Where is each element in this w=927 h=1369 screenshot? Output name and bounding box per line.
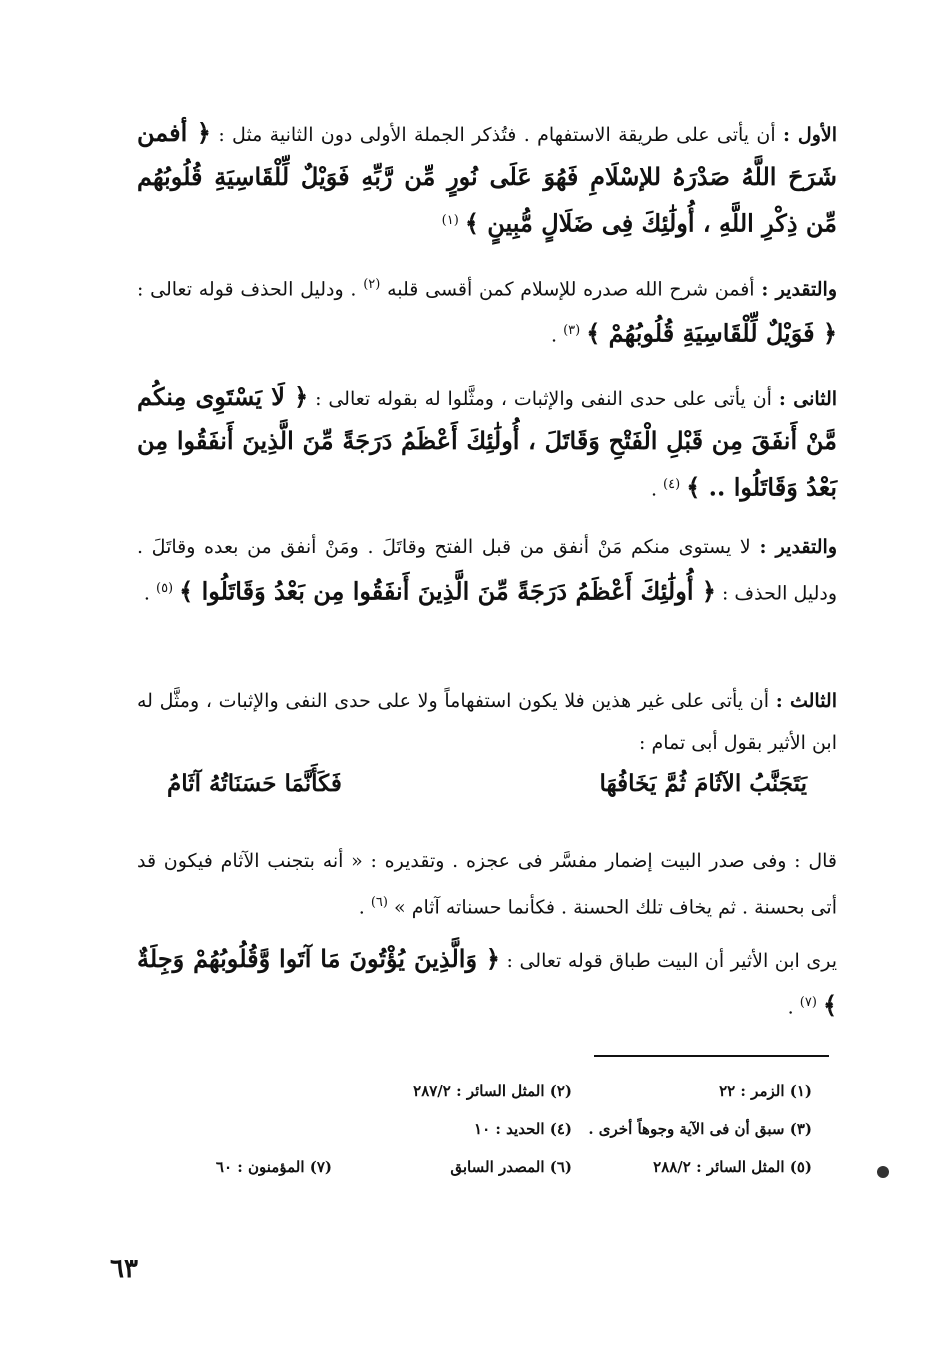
quran-quote: ﴿ وَالَّذِينَ يُؤْتُونَ مَا آتَوا وَّقُلُوبُهُمْ وَجِلَةٌ ﴾	[137, 944, 837, 1020]
paragraph-third	[137, 680, 837, 764]
paragraph-first	[137, 112, 837, 246]
paragraph-estimate	[137, 264, 837, 357]
footnote-item: (١) الزمر : ٢٢	[719, 1082, 812, 1100]
footnote-ref: (١)	[441, 213, 459, 228]
paragraph-tail: .	[143, 582, 150, 605]
footnote-ref: (٤)	[663, 477, 681, 492]
paragraph-lead: والتقدير :	[761, 278, 838, 301]
footnote-item: (٧) المؤمنون : ٦٠	[215, 1158, 332, 1176]
paragraph-text-continued: . ودليل الحذف قوله تعالى :	[137, 278, 357, 301]
footnotes-row	[112, 1148, 812, 1186]
paragraph-tail: .	[787, 996, 794, 1019]
paragraph-conclusion	[137, 938, 837, 1028]
footnote-ref: (٢)	[363, 277, 381, 292]
scan-blot	[877, 1166, 889, 1178]
paragraph-text: أن يأتى على طريقة الاستفهام . فتُذكر الجملة الأولى دون الثانية مثل :	[218, 124, 776, 146]
footnote-item: (٦) المصدر السابق	[450, 1158, 572, 1176]
footnote-ref: (٧)	[799, 995, 817, 1010]
paragraph-tail: .	[358, 896, 365, 919]
footnote-ref: (٦)	[370, 895, 388, 910]
footnote-item: (٣) سبق أن فى الآية وجوهاً أخرى .	[588, 1120, 812, 1138]
paragraph-estimate-second	[137, 526, 837, 614]
quran-quote: ﴿ أفمن شَرَحَ اللَّهُ صَدْرَهُ للإسْلَامِ فَهُوَ عَلَى نُورٍ مِّن رَّبِّهِ فَوَيْلٌ لِّلْقَاسِيَةِ قُلُوبُهُم مِّن ذِكْرِ اللَّهِ ، أُولَٰئِكَ فِى ضَلَالٍ مُّبِينٍ ﴾	[137, 118, 837, 238]
paragraph-tail: .	[650, 478, 657, 501]
footnote-item: (٢) المثل السائر : ٢٨٧/٢	[413, 1082, 572, 1100]
verse-second-hemistich: فَكَأَنَّمَا حَسَنَاتُهُ آثَامُ	[167, 770, 342, 797]
paragraph-text: أن يأتى على غير هذين فلا يكون استفهاماً ولا على حدى النفى والإثبات ، ومثَّل له ابن الأثير بقول أبى تمام :	[137, 690, 837, 754]
quran-quote: ﴿ فَوَيْلٌ لِّلْقَاسِيَةِ قُلُوبُهُمْ ﴾	[586, 318, 837, 348]
verse-first-hemistich: يَتَجَنَّبُ الآثَامَ ثُمَّ يَخَافُهَا	[599, 770, 807, 797]
footnotes	[112, 1072, 812, 1186]
footnote-ref: (٣)	[563, 323, 581, 339]
paragraph-lead: الثالث :	[775, 690, 837, 712]
footnotes-row	[112, 1072, 812, 1110]
paragraph-text: لا يستوى منكم مَنْ أنفق من قبل الفتح وقاتَلَ . ومَنْ أنفق من بعده وقاتَلَ . ودليل الحذف :	[137, 536, 837, 605]
poetry-verse	[167, 770, 807, 797]
paragraph-text: يرى ابن الأثير أن البيت طباق قوله تعالى :	[506, 950, 837, 972]
paragraph-second	[137, 376, 837, 510]
footnote-ref: (٥)	[155, 581, 174, 596]
quran-quote: ﴿ أُولَٰئِكَ أَعْظَمُ دَرَجَةً مِّنَ الَّذِينَ أَنفَقُوا مِن بَعْدُ وَقَاتَلُوا ﴾	[179, 576, 716, 606]
footnote-item: (٥) المثل السائر : ٢٨٨/٢	[653, 1158, 812, 1176]
footnote-divider	[594, 1055, 829, 1057]
paragraph-text: أن يأتى على حدى النفى والإثبات ، ومثَّلوا له بقوله تعالى :	[315, 388, 772, 410]
paragraph-text: قال : وفى صدر البيت إضمار مفسَّر فى عجزه . وتقديره : « أنه بتجنب الآثام فيكون قد أتى بحسنة . ثم يخاف تلك الحسنة . فكأنما حسناته آثام »	[137, 850, 837, 919]
quran-quote: ﴿ لَا يَسْتَوِى مِنكُم مَّنْ أَنفَقَ مِن قَبْلِ الْفَتْحِ وَقَاتَلَ ، أُولَٰئِكَ أَعْظَمُ دَرَجَةً مِّنَ الَّذِينَ أَنفَقُوا مِن بَعْدُ وَقَاتَلُوا .. ﴾	[137, 382, 837, 502]
paragraph-commentary	[137, 840, 837, 928]
footnotes-row	[112, 1110, 812, 1148]
paragraph-lead: الثانى :	[778, 388, 838, 410]
page-number: ٦٣	[110, 1254, 138, 1284]
footnote-item: (٤) الحديد : ١٠	[474, 1120, 572, 1138]
paragraph-lead: الأول :	[782, 124, 837, 146]
paragraph-text: أفمن شرح الله صدره للإسلام كمن أقسى قلبه	[387, 278, 755, 301]
paragraph-lead: والتقدير :	[759, 536, 838, 558]
paragraph-tail: .	[550, 324, 558, 347]
